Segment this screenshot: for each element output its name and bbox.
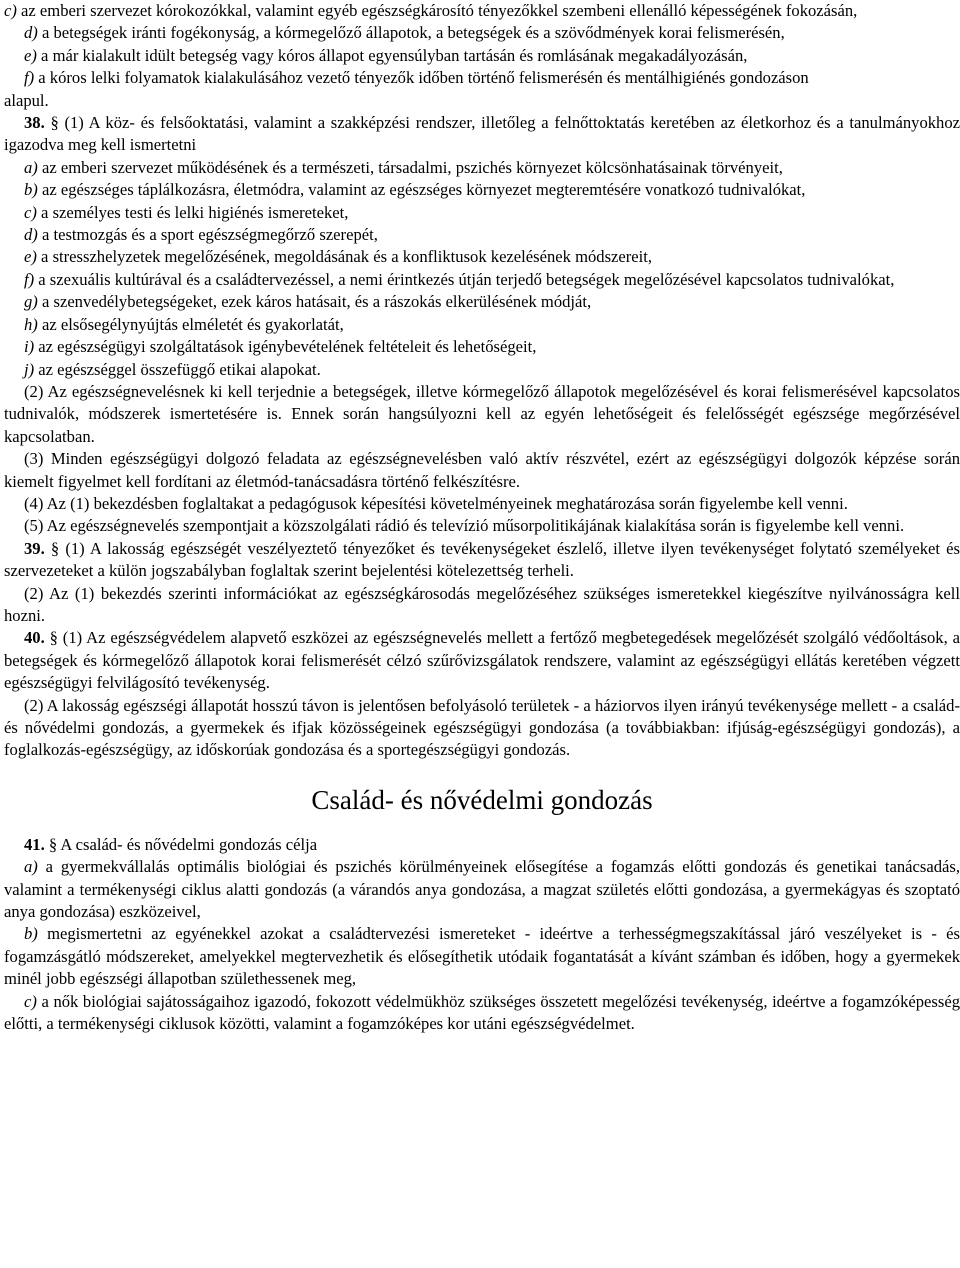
- item-label: g): [24, 292, 38, 312]
- section-paragraph: [4, 538, 960, 583]
- paragraph: [4, 515, 960, 537]
- paragraph-text: a stresszhelyzetek megelőzésének, megoldásának és a konfliktusok kezelésének módszereit,: [36, 247, 653, 267]
- item-label: c): [4, 1, 17, 20]
- item-label: f): [24, 68, 35, 88]
- paragraph-text: a nők biológiai sajátosságaihoz igazodó, fokozott védelmükhöz szükséges összetett megelőzési tevékenység, ideértve a fogamzóképesség előtti, a termékenységi ciklusok közötti, valamint a fogamzóképes kor utáni egészségvédelmet.: [4, 991, 960, 1034]
- paragraph-text: a szenvedélybetegségeket, ezek káros hatásait, és a rászokás elkerülésének módját,: [37, 292, 592, 312]
- list-item: [4, 856, 960, 923]
- paragraph-text: § (1) A köz- és felsőoktatási, valamint a szakképzési rendszer, illetőleg a felnőttoktatás keretében az életkorhoz és a tanulmányokhoz igazodva meg kell ismertetni: [4, 113, 960, 155]
- paragraph-text: a betegségek iránti fogékonyság, a kórmegelőző állapotok, a betegségek és a szövődmények korai felismerésén,: [37, 23, 785, 43]
- paragraph-text: (2) Az egészségnevelésnek ki kell terjednie a betegségek, illetve kórmegelőző állapotok megelőzésével és korai felismerésével kapcsolatos tudnivalók, módszerek ismertetésére is. Ennek során hangsúlyozni kell az egyén lehetőségeit és felelősségét egészsége megőrzésével kapcsolatban.: [4, 381, 960, 446]
- item-label: a): [24, 857, 38, 877]
- section-paragraph: [4, 834, 960, 856]
- list-item: [4, 157, 960, 179]
- section-paragraph: [4, 112, 960, 157]
- section-paragraph: [4, 627, 960, 694]
- item-label: b): [24, 180, 38, 200]
- list-item: [4, 314, 960, 336]
- paragraph-text: megismertetni az egyénekkel azokat a családtervezési ismereteket - ideértve a terhességmegszakítással járó veszélyeket is - és fogamzásgátló módszereket, amelyekkel megtervezhetik és elősegíthetik utódaik fogantatását a kívánt számban és időben, hogy a gyermekek minél jobb egészségi állapotban születhessenek meg,: [4, 924, 960, 989]
- section-number: 40.: [24, 628, 45, 648]
- paragraph-text: § A család- és nővédelmi gondozás célja: [44, 834, 318, 854]
- item-label: h): [24, 314, 38, 334]
- list-item: [4, 991, 960, 1036]
- list-item: [4, 67, 960, 89]
- item-label: d): [24, 225, 38, 245]
- paragraph: [4, 695, 960, 762]
- item-label: f): [24, 269, 35, 289]
- paragraph-text: az emberi szervezet működésének és a természeti, társadalmi, pszichés környezet kölcsönhatásainak törvényeit,: [37, 157, 783, 177]
- section-number: 38.: [24, 113, 45, 133]
- list-item: [4, 291, 960, 313]
- list-item: [4, 0, 960, 22]
- paragraph-text: az egészséggel összefüggő etikai alapokat.: [34, 359, 321, 379]
- item-label: c): [24, 991, 37, 1011]
- paragraph: [4, 448, 960, 493]
- paragraph-text: a testmozgás és a sport egészségmegőrző szerepét,: [37, 225, 378, 245]
- item-label: e): [24, 45, 37, 65]
- paragraph: [4, 583, 960, 628]
- paragraph-text: az egészséges táplálkozásra, életmódra, valamint az egészséges környezet megteremtésére vonatkozó tudnivalókat,: [37, 180, 806, 200]
- list-item: [4, 45, 960, 67]
- list-item: [4, 22, 960, 44]
- item-label: c): [24, 202, 37, 222]
- paragraph-text: alapul.: [4, 90, 49, 110]
- item-label: b): [24, 924, 38, 944]
- list-item: [4, 202, 960, 224]
- paragraph: [4, 493, 960, 515]
- section-number: 41.: [24, 834, 45, 854]
- paragraph-text: § (1) A lakosság egészségét veszélyeztető tényezőket és tevékenységeket észlelő, illetve ilyen tevékenységet folytató személyeket és szervezeteket a külön jogszabályban foglaltak szerint bejelentési kötelezettség terheli.: [4, 538, 960, 581]
- paragraph-text: (5) Az egészségnevelés szempontjait a közszolgálati rádió és televízió műsorpolitikájának kialakítása során is figyelembe kell venni.: [24, 516, 905, 536]
- section-number: 39.: [24, 538, 45, 558]
- paragraph-text: a már kialakult idült betegség vagy kóros állapot egyensúlyban tartásán és romlásának megakadályozásán,: [36, 45, 748, 65]
- item-label: j): [24, 359, 35, 379]
- list-item: [4, 179, 960, 201]
- item-label: d): [24, 23, 38, 43]
- paragraph-text: a szexuális kultúrával és a családtervezéssel, a nemi érintkezés útján terjedő betegségek megelőzésével kapcsolatos tudnivalókat,: [34, 269, 895, 289]
- section-heading: Család- és nővédelmi gondozás: [311, 784, 653, 815]
- list-item: [4, 336, 960, 358]
- paragraph-text: (4) Az (1) bekezdésben foglaltakat a pedagógusok képesítési követelményeinek meghatározása során figyelembe kell venni.: [24, 493, 848, 513]
- paragraph-text: (2) A lakosság egészségi állapotát hosszú távon is jelentősen befolyásoló területek - a háziorvos ilyen irányú tevékenysége mellett - a család- és nővédelmi gondozás, a gyermekek és ifjak közösségeinek egészségügyi gondozása (a továbbiakban: ifjúság-egészségügyi gondozás), a foglalkozás-egészségügy, az időskorúak gondozása és a sportegészségügyi gondozás.: [4, 695, 960, 760]
- list-item: [4, 246, 960, 268]
- paragraph-text: a gyermekvállalás optimális biológiai és pszichés körülményeinek elősegítése a fogamzás előtti gondozás és genetikai tanácsadás, valamint a termékenységi ciklus alatti gondozás (a várandós anya gondozása, a magzat születés előtti gondozása, a gyermekágyas és szoptató anya gondozása) eszközeivel,: [4, 857, 960, 922]
- paragraph: [4, 381, 960, 448]
- paragraph-text: § (1) Az egészségvédelem alapvető eszközei az egészségnevelés mellett a fertőző megbetegedések megelőzését szolgáló védőoltások, a betegségek és kórmegelőző állapotok korai felismerését célzó szűrővizsgálatok rendszere, valamint az egészségügyi ellátás keretében végzett egészségügyi felvilágosító tevékenység.: [4, 628, 960, 693]
- list-item: [4, 224, 960, 246]
- item-label: e): [24, 247, 37, 267]
- paragraph-text: (2) Az (1) bekezdés szerinti információkat az egészségkárosodás megelőzéséhez szükséges ismeretekkel kiegészítve nyilvánosságra kell hozni.: [4, 583, 960, 625]
- item-label: a): [24, 157, 38, 177]
- paragraph-text: az egészségügyi szolgáltatások igénybevételének feltételeit és lehetőségeit,: [34, 337, 537, 357]
- list-item: [4, 359, 960, 381]
- paragraph-text: (3) Minden egészségügyi dolgozó feladata az egészségnevelésben való aktív részvétel, ezért az egészségügyi dolgozók képzése során kiemelt figyelmet kell fordítani az életmód-tanácsadásra történő felkészítésre.: [4, 449, 960, 491]
- list-item: [4, 923, 960, 990]
- paragraph-text: a kóros lelki folyamatok kialakulásához vezető tényezők időben történő felismerésén és mentálhigiénés gondozáson: [34, 68, 809, 88]
- paragraph-text: az emberi szervezet kórokozókkal, valamint egyéb egészségkárosító tényezőkkel szembeni ellenálló képességének fokozásán,: [16, 1, 858, 20]
- paragraph-text: a személyes testi és lelki higiénés ismereteket,: [36, 202, 349, 222]
- list-item: [4, 269, 960, 291]
- item-label: i): [24, 337, 35, 357]
- paragraph-text: az elsősegélynyújtás elméletét és gyakorlatát,: [37, 314, 344, 334]
- paragraph: [4, 90, 960, 112]
